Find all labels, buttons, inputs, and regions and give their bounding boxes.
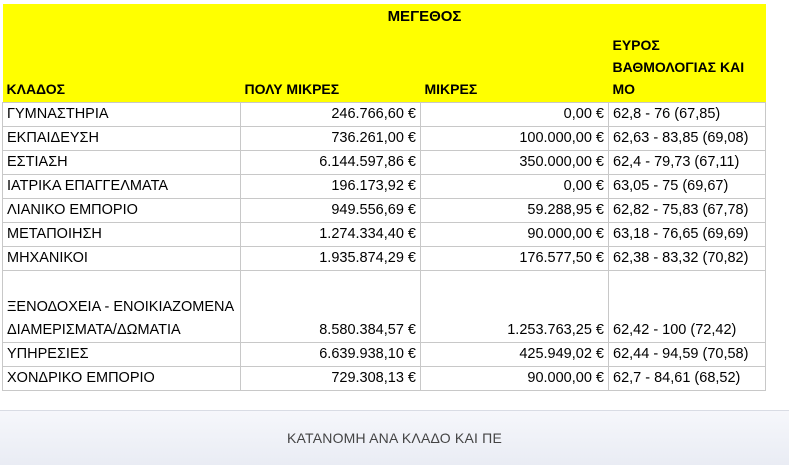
sector-cell: ΓΥΜΝΑΣΤΗΡΙΑ xyxy=(3,103,241,127)
sector-cell: ΛΙΑΝΙΚΟ ΕΜΠΟΡΙΟ xyxy=(3,199,241,223)
sector-cell: ΜΕΤΑΠΟΙΗΣΗ xyxy=(3,223,241,247)
column-header-small: ΜΙΚΡΕΣ xyxy=(421,30,609,103)
small-amount-cell: 1.253.763,25 € xyxy=(421,271,609,343)
score-range-cell: 62,4 - 79,73 (67,11) xyxy=(609,151,766,175)
score-range-cell: 62,8 - 76 (67,85) xyxy=(609,103,766,127)
table-row xyxy=(3,223,766,247)
small-amount-cell: 90.000,00 € xyxy=(421,367,609,391)
table-row xyxy=(3,127,766,151)
sector-cell: ΞΕΝΟΔΟΧΕΙΑ - ΕΝΟΙΚΙΑΖΟΜΕΝΑ ΔΙΑΜΕΡΙΣΜΑΤΑ/ΔΩΜΑΤΙΑ xyxy=(3,271,241,343)
very-small-amount-cell: 196.173,92 € xyxy=(241,175,421,199)
sector-cell: ΧΟΝΔΡΙΚΟ ΕΜΠΟΡΙΟ xyxy=(3,367,241,391)
sector-cell: ΙΑΤΡΙΚΑ ΕΠΑΓΓΕΛΜΑΤΑ xyxy=(3,175,241,199)
small-amount-cell: 100.000,00 € xyxy=(421,127,609,151)
small-amount-cell: 90.000,00 € xyxy=(421,223,609,247)
column-header-sector: ΚΛΑΔΟΣ xyxy=(3,30,241,103)
score-range-cell: 62,82 - 75,83 (67,78) xyxy=(609,199,766,223)
sector-cell: ΥΠΗΡΕΣΙΕΣ xyxy=(3,343,241,367)
very-small-amount-cell: 246.766,60 € xyxy=(241,103,421,127)
sector-cell: ΜΗΧΑΝΙΚΟΙ xyxy=(3,247,241,271)
very-small-amount-cell: 8.580.384,57 € xyxy=(241,271,421,343)
small-amount-cell: 425.949,02 € xyxy=(421,343,609,367)
very-small-amount-cell: 1.274.334,40 € xyxy=(241,223,421,247)
table-row xyxy=(3,199,766,223)
table-row xyxy=(3,247,766,271)
sector-cell: ΕΚΠΑΙΔΕΥΣΗ xyxy=(3,127,241,151)
small-amount-cell: 176.577,50 € xyxy=(421,247,609,271)
very-small-amount-cell: 949.556,69 € xyxy=(241,199,421,223)
sector-cell: ΕΣΤΙΑΣΗ xyxy=(3,151,241,175)
small-amount-cell: 59.288,95 € xyxy=(421,199,609,223)
column-header-very-small: ΠΟΛΥ ΜΙΚΡΕΣ xyxy=(241,30,421,103)
score-range-cell: 62,44 - 94,59 (70,58) xyxy=(609,343,766,367)
table-title-row xyxy=(3,4,766,30)
score-range-cell: 62,7 - 84,61 (68,52) xyxy=(609,367,766,391)
score-range-cell: 62,63 - 83,85 (69,08) xyxy=(609,127,766,151)
column-header-score-range: ΕΥΡΟΣ ΒΑΘΜΟΛΟΓΙΑΣ ΚΑΙ ΜΟ xyxy=(609,30,766,103)
table-row xyxy=(3,271,766,343)
table-row xyxy=(3,175,766,199)
score-range-cell: 63,05 - 75 (69,67) xyxy=(609,175,766,199)
table-row xyxy=(3,103,766,127)
figure-caption: ΚΑΤΑΝΟΜΗ ΑΝΑ ΚΛΑΔΟ ΚΑΙ ΠΕ xyxy=(0,410,789,465)
table-row xyxy=(3,151,766,175)
table-row xyxy=(3,367,766,391)
group-header-size: ΜΕΓΕΘΟΣ xyxy=(241,4,609,30)
spreadsheet-table-container xyxy=(2,4,766,391)
small-amount-cell: 0,00 € xyxy=(421,103,609,127)
score-range-cell: 63,18 - 76,65 (69,69) xyxy=(609,223,766,247)
score-range-cell: 62,42 - 100 (72,42) xyxy=(609,271,766,343)
very-small-amount-cell: 6.144.597,86 € xyxy=(241,151,421,175)
very-small-amount-cell: 1.935.874,29 € xyxy=(241,247,421,271)
column-header-row xyxy=(3,30,766,103)
very-small-amount-cell: 736.261,00 € xyxy=(241,127,421,151)
small-amount-cell: 0,00 € xyxy=(421,175,609,199)
very-small-amount-cell: 729.308,13 € xyxy=(241,367,421,391)
very-small-amount-cell: 6.639.938,10 € xyxy=(241,343,421,367)
table-row xyxy=(3,343,766,367)
score-range-cell: 62,38 - 83,32 (70,82) xyxy=(609,247,766,271)
sector-size-table xyxy=(2,4,766,391)
small-amount-cell: 350.000,00 € xyxy=(421,151,609,175)
